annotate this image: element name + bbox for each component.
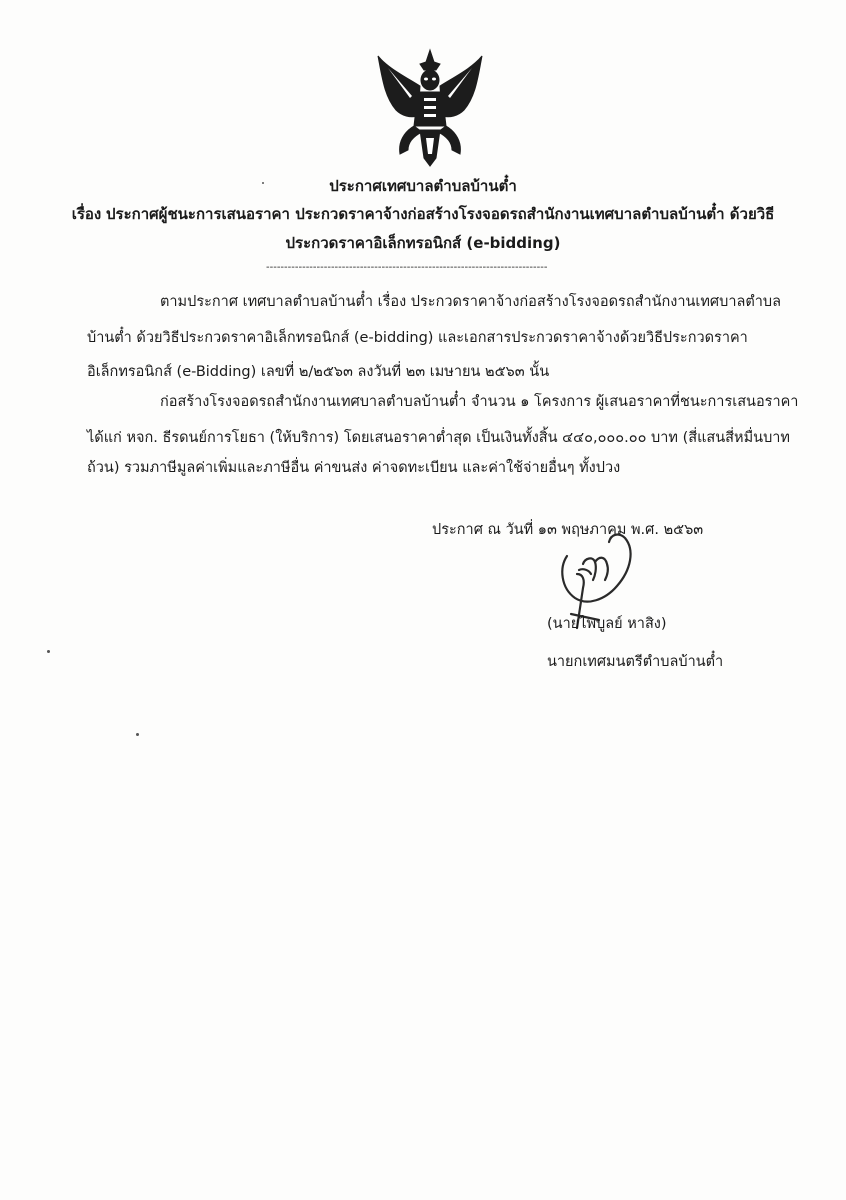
subject-text-line2: ประกวดราคาอิเล็กทรอนิกส์ (e-bidding) (285, 234, 561, 252)
divider-line: ------------------------------------------------------------------------------ (266, 262, 548, 273)
announcement-date: ประกาศ ณ วันที่ ๑๓ พฤษภาคม พ.ศ. ๒๕๖๓ (432, 522, 704, 538)
scan-speck (47, 650, 50, 653)
paragraph1-line3: อิเล็กทรอนิกส์ (e-Bidding) เลขที่ ๒/๒๕๖๓ ลงวันที่ ๒๓ เมษายน ๒๕๖๓ นั้น (87, 364, 550, 380)
signer-name: (นายไพบูลย์ หาสิง) (547, 616, 667, 632)
announcement-title: ประกาศเทศบาลตำบลบ้านต๋ำ (329, 177, 517, 195)
scan-speck (136, 733, 139, 736)
garuda-emblem-icon (374, 46, 486, 168)
paragraph2-line2: ได้แก่ หจก. ธีรดนย์การโยธา (ให้บริการ) โดยเสนอราคาต่ำสุด เป็นเงินทั้งสิ้น ๔๔๐,๐๐๐.๐๐ บาท (สี่แสนสี่หมื่นบาท (87, 430, 790, 446)
paragraph1-line1: ตามประกาศ เทศบาลตำบลบ้านต๋ำ เรื่อง ประกวดราคาจ้างก่อสร้างโรงจอดรถสำนักงานเทศบาลตำบล (160, 294, 782, 310)
scan-speck (262, 182, 264, 184)
paragraph1-line2: บ้านต๋ำ ด้วยวิธีประกวดราคาอิเล็กทรอนิกส์ (e-bidding) และเอกสารประกวดราคาจ้างด้วยวิธีประกวดราคา (87, 330, 748, 346)
signer-position: นายกเทศมนตรีตำบลบ้านต๋ำ (547, 654, 724, 670)
subject-line (0, 204, 846, 224)
paragraph2-line1: ก่อสร้างโรงจอดรถสำนักงานเทศบาลตำบลบ้านต๋ำ จำนวน ๑ โครงการ ผู้เสนอราคาที่ชนะการเสนอราคา (160, 394, 799, 410)
paragraph2-line3: ถ้วน) รวมภาษีมูลค่าเพิ่มและภาษีอื่น ค่าขนส่ง ค่าจดทะเบียน และค่าใช้จ่ายอื่นๆ ทั้งปวง (87, 460, 621, 476)
subject-label: เรื่อง (71, 205, 102, 223)
subject-text-line1: ประกาศผู้ชนะการเสนอราคา ประกวดราคาจ้างก่อสร้างโรงจอดรถสำนักงานเทศบาลตำบลบ้านต๋ำ ด้วยวิธี (106, 205, 775, 223)
